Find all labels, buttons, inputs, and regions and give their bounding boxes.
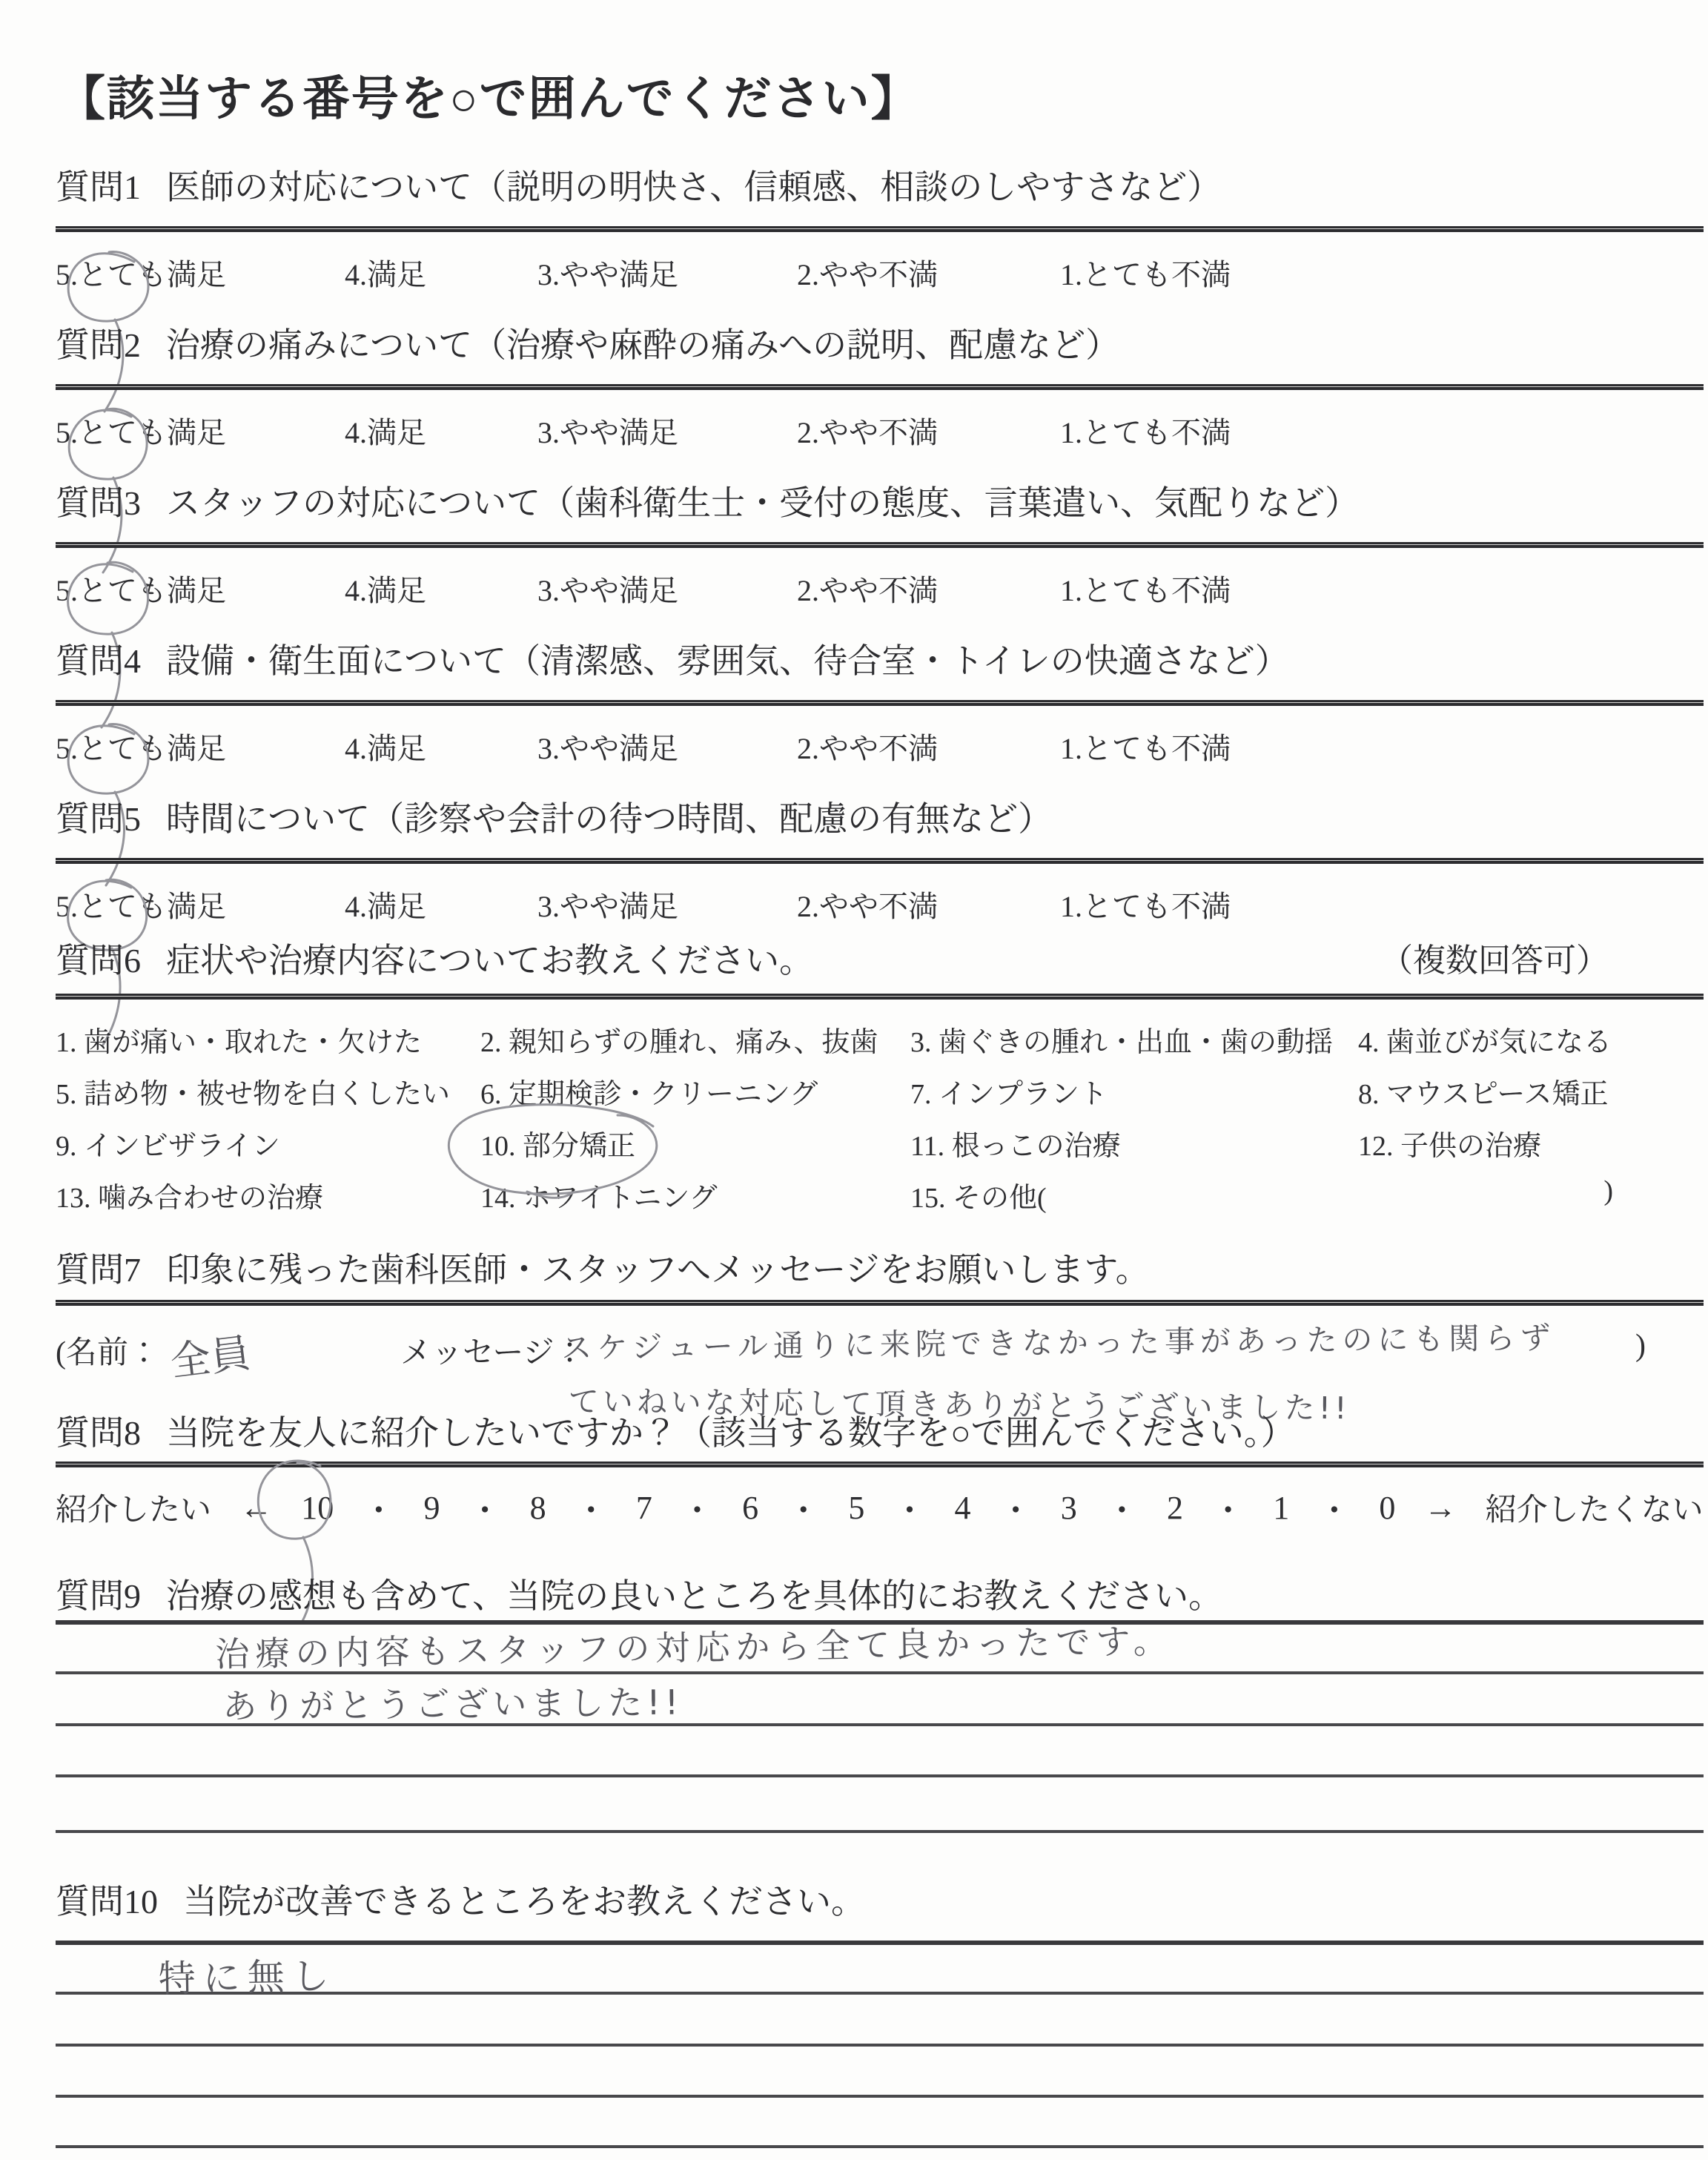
q8-dot-icon: ・ — [469, 1493, 502, 1529]
question-2-options — [56, 409, 1704, 452]
question-9-label: 質問9 — [56, 1577, 141, 1615]
divider-rule — [56, 384, 1704, 390]
q4-option-very-dissatisfied: 1.とても不満 — [1060, 732, 1231, 765]
q6-option-15: 15. その他( — [910, 1183, 1047, 1214]
q7-name-label: (名前： — [56, 1336, 159, 1370]
q1-option-somewhat-dissatisfied: 2.やや不満 — [797, 258, 938, 291]
q6-option-14: 14. ホワイトニング — [480, 1183, 718, 1214]
answer-line — [56, 1774, 1704, 1777]
question-3-block — [56, 483, 1704, 610]
question-5-block — [56, 799, 1704, 925]
q8-arrow-right-icon: → — [1424, 1489, 1457, 1526]
divider-rule — [56, 858, 1704, 864]
q8-number-0: 0 — [1379, 1489, 1396, 1526]
q2-option-somewhat-satisfied: 3.やや満足 — [537, 416, 678, 449]
q5-option-very-satisfied: 5.とても満足 — [56, 890, 226, 923]
q4-option-somewhat-satisfied: 3.やや満足 — [537, 732, 678, 765]
question-7-answer-row — [56, 1319, 1704, 1427]
q1-option-satisfied: 4.満足 — [345, 258, 426, 291]
q6-option-3: 3. 歯ぐきの腫れ・出血・歯の動揺 — [910, 1027, 1334, 1058]
q8-dot-icon: ・ — [893, 1493, 926, 1529]
question-8-block — [56, 1413, 1704, 1531]
q8-number-9: 9 — [423, 1489, 440, 1526]
question-6-block — [56, 940, 1704, 1226]
q3-option-very-satisfied: 5.とても満足 — [56, 574, 226, 607]
divider-rule — [56, 1941, 1704, 1945]
answer-line — [56, 2044, 1704, 2047]
question-5-label: 質問5 — [56, 800, 141, 838]
question-9-block — [56, 1576, 1704, 1843]
q9-handwritten-answer-line1: 治療の内容もスタッフの対応から全て良かったです。 — [215, 1620, 1174, 1674]
q5-option-very-dissatisfied: 1.とても不満 — [1060, 890, 1231, 923]
question-1-text: 医師の対応について（説明の明快さ、信頼感、相談のしやすさなど） — [166, 168, 1222, 206]
question-4-text: 設備・衛生面について（清潔感、雰囲気、待合室・トイレの快適さなど） — [166, 642, 1289, 680]
q8-dot-icon: ・ — [787, 1493, 820, 1529]
q6-option-10: 10. 部分矯正 — [480, 1131, 636, 1162]
answer-line — [56, 1830, 1704, 1833]
question-6-title — [56, 940, 813, 982]
q8-arrow-left-icon: ← — [239, 1489, 273, 1526]
question-5-options — [56, 883, 1704, 925]
q1-option-somewhat-satisfied: 3.やや満足 — [537, 258, 678, 291]
q8-dot-icon: ・ — [1317, 1493, 1351, 1529]
question-8-label: 質問8 — [56, 1414, 141, 1452]
q8-dot-icon: ・ — [1211, 1493, 1245, 1529]
question-2-text: 治療の痛みについて（治療や麻酔の痛みへの説明、配慮など） — [166, 326, 1120, 364]
q6-option-2: 2. 親知らずの腫れ、痛み、抜歯 — [480, 1027, 878, 1058]
q6-option-13: 13. 噛み合わせの治療 — [56, 1183, 324, 1214]
q6-option-12: 12. 子供の治療 — [1358, 1131, 1542, 1162]
question-4-options — [56, 725, 1704, 767]
question-8-title — [56, 1413, 1704, 1454]
question-7-text: 印象に残った歯科医師・スタッフへメッセージをお願いします。 — [166, 1251, 1150, 1289]
question-10-block — [56, 1881, 1704, 2160]
page-title: 【該当する番号を○で囲んでください】 — [58, 73, 920, 125]
q8-number-4: 4 — [954, 1489, 971, 1526]
question-6-label: 質問6 — [56, 942, 141, 980]
q10-handwritten-answer: 特に無し — [158, 1954, 337, 2001]
question-9-text: 治療の感想も含めて、当院の良いところを具体的にお教えください。 — [166, 1577, 1223, 1615]
q6-option-11: 11. 根っこの治療 — [910, 1131, 1121, 1162]
question-7-label: 質問7 — [56, 1251, 141, 1289]
question-3-label: 質問3 — [56, 484, 141, 522]
q3-option-very-dissatisfied: 1.とても不満 — [1060, 574, 1231, 607]
divider-rule — [56, 1300, 1704, 1306]
q5-option-satisfied: 4.満足 — [345, 890, 426, 923]
q4-option-very-satisfied: 5.とても満足 — [56, 732, 226, 765]
question-2-label: 質問2 — [56, 326, 141, 364]
q8-number-8: 8 — [529, 1489, 546, 1526]
divider-rule — [56, 994, 1704, 1000]
question-7-title — [56, 1249, 1704, 1291]
question-6-text: 症状や治療内容についてお教えください。 — [166, 942, 814, 980]
q9-handwritten-answer-line2: ありがとうございました!! — [222, 1682, 683, 1726]
question-10-title — [56, 1881, 1704, 1923]
q6-option-8: 8. マウスピース矯正 — [1358, 1079, 1609, 1110]
question-4-label: 質問4 — [56, 642, 141, 680]
question-5-text: 時間について（診察や会計の待つ時間、配慮の有無など） — [166, 800, 1053, 838]
q6-option-7: 7. インプラント — [910, 1079, 1108, 1110]
question-1-label: 質問1 — [56, 168, 141, 206]
question-1-title — [56, 167, 1704, 208]
q6-option-4: 4. 歯並びが気になる — [1358, 1027, 1612, 1058]
question-10-text: 当院が改善できるところをお教えください。 — [183, 1883, 865, 1920]
divider-rule — [56, 542, 1704, 548]
q8-number-7: 7 — [635, 1489, 652, 1526]
q5-option-somewhat-dissatisfied: 2.やや不満 — [797, 890, 938, 923]
question-6-options-grid — [56, 1019, 1704, 1226]
q4-option-somewhat-dissatisfied: 2.やや不満 — [797, 732, 938, 765]
q7-close-paren: ) — [1635, 1329, 1646, 1363]
q2-option-somewhat-dissatisfied: 2.やや不満 — [797, 416, 938, 449]
q2-option-very-dissatisfied: 1.とても不満 — [1060, 416, 1231, 449]
q2-option-satisfied: 4.満足 — [345, 416, 426, 449]
q8-dot-icon: ・ — [1105, 1493, 1139, 1529]
divider-rule — [56, 1462, 1704, 1467]
question-9-title — [56, 1576, 1704, 1617]
q8-dot-icon: ・ — [681, 1493, 714, 1529]
answer-line — [56, 2145, 1704, 2148]
divider-rule — [56, 226, 1704, 232]
divider-rule — [56, 700, 1704, 706]
q8-dot-icon: ・ — [999, 1493, 1033, 1529]
q8-number-5: 5 — [848, 1489, 865, 1526]
q7-handwritten-message-line2: ていねいな対応して頂きありがとうございました!! — [568, 1383, 1351, 1427]
question-10-label: 質問10 — [56, 1883, 158, 1920]
q3-option-somewhat-dissatisfied: 2.やや不満 — [797, 574, 938, 607]
question-3-text: スタッフの対応について（歯科衛生士・受付の態度、言葉遣い、気配りなど） — [166, 484, 1360, 522]
question-7-block — [56, 1249, 1704, 1427]
q7-message-label: メッセージ： — [400, 1336, 586, 1370]
q8-number-6: 6 — [742, 1489, 759, 1526]
question-3-title — [56, 483, 1704, 524]
q8-right-label: 紹介したくない — [1485, 1493, 1704, 1527]
q6-option-15-close-paren: ) — [1603, 1175, 1613, 1206]
q8-number-10: 10 — [301, 1489, 334, 1526]
question-3-options — [56, 567, 1704, 610]
q5-option-somewhat-satisfied: 3.やや満足 — [537, 890, 678, 923]
q6-option-5: 5. 詰め物・被せ物を白くしたい — [56, 1079, 451, 1110]
question-1-options — [56, 251, 1704, 294]
q3-option-satisfied: 4.満足 — [345, 574, 426, 607]
q1-option-very-dissatisfied: 1.とても不満 — [1060, 258, 1231, 291]
q7-handwritten-message-line1: スケジュール通りに来院できなかった事があったのにも関らず — [561, 1319, 1556, 1366]
q6-option-9: 9. インビザライン — [56, 1131, 280, 1162]
question-8-text: 当院を友人に紹介したいですか？（該当する数字を○で囲んでください。） — [166, 1414, 1295, 1452]
q2-option-very-satisfied: 5.とても満足 — [56, 416, 226, 449]
q6-option-1: 1. 歯が痛い・取れた・欠けた — [56, 1027, 423, 1058]
q8-number-2: 2 — [1166, 1489, 1183, 1526]
question-4-title — [56, 641, 1704, 682]
question-8-scale — [56, 1484, 1704, 1531]
question-5-title — [56, 799, 1704, 840]
q7-handwritten-name: 全員 — [168, 1329, 254, 1386]
q8-number-1: 1 — [1273, 1489, 1290, 1526]
q8-number-3: 3 — [1060, 1489, 1077, 1526]
q8-left-label: 紹介したい — [56, 1493, 212, 1527]
q6-option-6: 6. 定期検診・クリーニング — [480, 1079, 818, 1110]
q3-option-somewhat-satisfied: 3.やや満足 — [537, 574, 678, 607]
q4-option-satisfied: 4.満足 — [345, 732, 426, 765]
question-6-note: （複数回答可） — [1380, 942, 1609, 979]
answer-line — [56, 2095, 1704, 2098]
q8-dot-icon: ・ — [575, 1493, 608, 1529]
question-2-title — [56, 325, 1704, 366]
question-4-block — [56, 641, 1704, 767]
question-1-block — [56, 167, 1704, 294]
q8-dot-icon: ・ — [362, 1493, 395, 1529]
question-2-block — [56, 325, 1704, 452]
q1-option-very-satisfied: 5.とても満足 — [56, 258, 226, 291]
